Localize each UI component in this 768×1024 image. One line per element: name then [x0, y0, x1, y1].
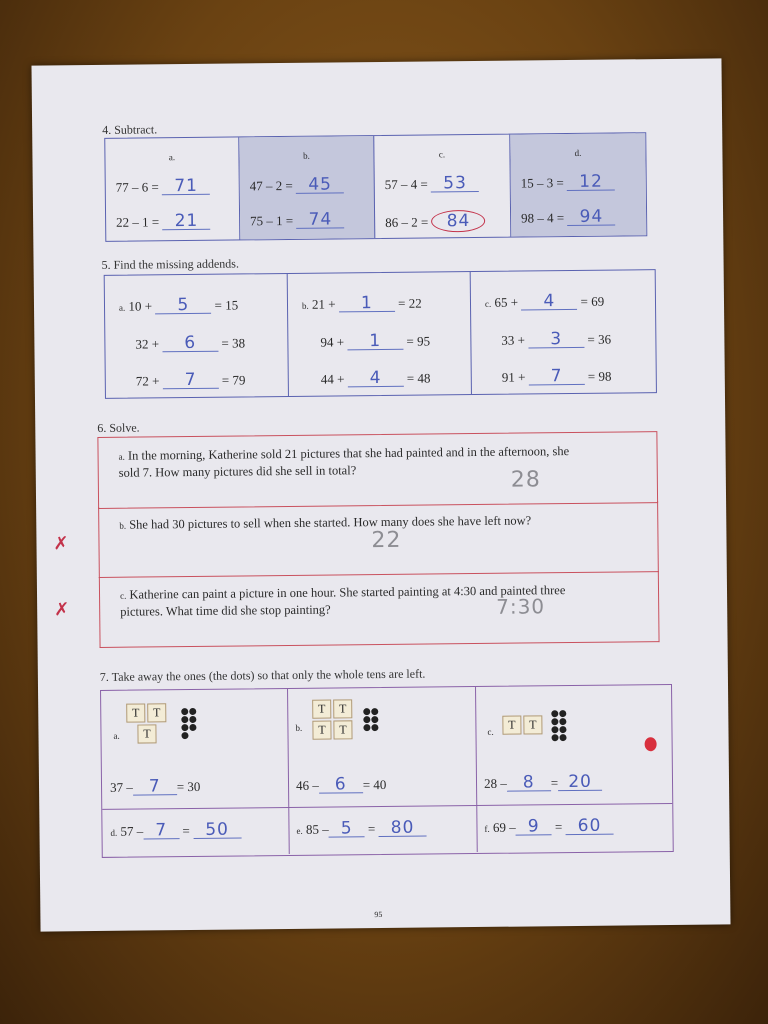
answer-blank[interactable]: 8 — [507, 774, 551, 791]
sum: = 38 — [221, 335, 246, 351]
answer-blank[interactable]: 7 — [133, 778, 177, 795]
addend: 21 + — [311, 296, 336, 312]
item-label: c. — [119, 590, 127, 601]
tens-cell-e — [288, 805, 477, 854]
addend: 33 + — [501, 332, 526, 348]
item-label: b. — [295, 722, 303, 733]
problem-row — [116, 210, 211, 232]
addend: 44 + — [320, 371, 345, 387]
q5-title: 5. Find the missing addends. — [101, 256, 239, 272]
subtract-col-c — [374, 135, 511, 238]
expression: 47 – 2 = — [249, 177, 293, 194]
tens-blocks — [311, 698, 357, 740]
answer-blank[interactable]: 6 — [319, 776, 363, 793]
ten-block: T — [312, 700, 331, 719]
answer-blank[interactable]: 21 — [162, 213, 210, 231]
problem-row — [501, 331, 611, 349]
result: = — [550, 775, 559, 791]
question-text — [119, 512, 589, 534]
addend: 32 + — [135, 336, 160, 352]
sum: = 95 — [406, 333, 431, 349]
ones-dots — [363, 708, 378, 731]
item-label: d. — [110, 827, 118, 838]
ones-dots — [551, 710, 566, 741]
expression: 69 – — [492, 819, 516, 835]
equals: = — [367, 821, 376, 837]
problem-row — [385, 175, 480, 193]
sum: = 36 — [587, 331, 612, 347]
answer-blank[interactable]: 6 — [162, 335, 218, 353]
problem-row — [302, 295, 422, 313]
col-label: c. — [438, 149, 446, 160]
addend: 94 + — [320, 334, 345, 350]
sum: = 79 — [221, 372, 246, 388]
page-number: 95 — [374, 910, 383, 920]
problem-row — [502, 368, 612, 386]
problem-row — [321, 369, 431, 387]
answer-blank[interactable]: 12 — [567, 174, 615, 192]
ten-block: T — [137, 724, 156, 743]
subtract-table — [104, 132, 647, 242]
sum: = 48 — [406, 370, 431, 386]
problem-row — [110, 778, 201, 796]
addend: 65 + — [494, 294, 519, 310]
problem-row — [484, 815, 613, 837]
addend-col-a — [105, 274, 289, 398]
answer-blank[interactable]: 3 — [528, 331, 584, 349]
expression: 98 – 4 = — [521, 210, 565, 226]
addend-table — [104, 269, 657, 399]
expression: 15 – 3 = — [520, 175, 564, 191]
expression: 85 – — [305, 821, 329, 837]
item-label: b. — [119, 520, 127, 531]
ten-block: T — [333, 720, 352, 739]
wrong-mark: ✗ — [54, 599, 70, 621]
expression: 57 – — [120, 823, 144, 839]
ten-block: T — [312, 721, 331, 740]
tens-cell-f — [476, 803, 672, 852]
tens-cell-a — [101, 689, 289, 810]
question: She had 30 pictures to sell when she started. How many does she have left now? — [129, 513, 532, 532]
sum: = 69 — [580, 293, 605, 309]
addend-col-c — [471, 270, 656, 394]
answer[interactable]: 22 — [371, 527, 402, 554]
item-label: f. — [484, 823, 490, 834]
expression: 22 – 1 = — [116, 214, 160, 230]
problem-row — [135, 334, 245, 352]
answer-blank[interactable]: 80 — [378, 820, 426, 838]
tens-blocks — [125, 702, 181, 745]
problem-row — [485, 293, 604, 311]
answer-blank[interactable]: 71 — [162, 178, 210, 196]
subtract-col-d — [510, 133, 646, 236]
ones-dots — [181, 708, 196, 739]
answer-blank[interactable]: 94 — [567, 209, 615, 227]
problem-row — [520, 171, 616, 192]
answer[interactable]: 7:30 — [496, 594, 546, 619]
tens-table — [100, 684, 674, 858]
problem-row — [521, 206, 616, 227]
solve-item-b — [53, 501, 659, 578]
answer-blank[interactable]: 60 — [565, 818, 613, 836]
addend: 72 + — [135, 373, 160, 389]
problem-row — [385, 210, 486, 233]
col-label: b. — [303, 150, 310, 161]
problem-row — [136, 371, 246, 389]
expression: 46 – — [295, 777, 319, 793]
sum: = 22 — [398, 295, 422, 311]
result: = 40 — [362, 776, 387, 793]
subtract-col-b — [239, 136, 375, 239]
item-label: e. — [296, 825, 303, 836]
addend: 10 + — [128, 298, 153, 314]
col-label: a. — [168, 152, 176, 163]
answer-blank[interactable]: 74 — [296, 211, 344, 229]
problem-row — [296, 776, 387, 794]
col-label: a. — [118, 302, 126, 313]
col-label: d. — [574, 147, 582, 158]
expression: 75 – 1 = — [250, 212, 294, 229]
ten-block: T — [147, 703, 166, 722]
worksheet-page — [31, 58, 730, 931]
ten-block: T — [126, 703, 145, 722]
ten-block: T — [333, 699, 352, 718]
col-label: c. — [484, 298, 492, 309]
expression: 28 – — [483, 775, 507, 791]
item-label: a. — [113, 730, 120, 741]
answer-blank[interactable]: 4 — [348, 370, 404, 388]
question: Katherine can paint a picture in one hour. She started painting at 4:30 and painted three pictures. What time did she stop painting? — [120, 583, 566, 619]
problem-row — [250, 176, 345, 194]
tens-cell-c — [475, 685, 672, 806]
problem-row — [320, 332, 430, 350]
expression: 37 – — [109, 779, 133, 795]
q4-title: 4. Subtract. — [102, 122, 158, 137]
addend: 91 + — [501, 369, 526, 385]
expression: 86 – 2 = — [385, 214, 429, 230]
problem-row — [115, 175, 211, 197]
ten-block: T — [523, 715, 542, 734]
answer-blank[interactable]: 7 — [529, 368, 585, 386]
ten-block: T — [502, 716, 521, 735]
equals: = — [182, 823, 190, 839]
tens-cell-b — [287, 687, 477, 808]
result: = 30 — [176, 778, 201, 795]
tens-blocks — [501, 714, 547, 735]
answer-blank[interactable]: 9 — [516, 818, 552, 835]
problem-row — [296, 817, 426, 839]
q6-title: 6. Solve. — [97, 420, 140, 435]
item-label: a. — [118, 451, 125, 462]
subtract-col-a — [105, 137, 240, 240]
answer-blank[interactable]: 50 — [193, 821, 241, 839]
solve-item-a — [97, 431, 658, 509]
answer-blank[interactable]: 45 — [296, 176, 344, 194]
answer-blank[interactable]: 20 — [558, 774, 602, 791]
equals: = — [554, 819, 563, 835]
sum: = 98 — [587, 368, 612, 384]
answer-blank[interactable]: 1 — [347, 333, 403, 351]
item-label: c. — [487, 726, 494, 737]
expression: 57 – 4 = — [384, 176, 428, 192]
problem-row — [119, 296, 238, 314]
sum: = 15 — [214, 297, 239, 313]
expression: 77 – 6 = — [115, 179, 159, 195]
addend-col-b — [288, 272, 472, 396]
red-marker-dot — [645, 737, 657, 751]
circled-answer[interactable]: 84 — [431, 210, 485, 233]
col-label: b. — [301, 300, 309, 311]
q7-title: 7. Take away the ones (the dots) so that only the whole tens are left. — [99, 666, 426, 684]
problem-row — [250, 211, 345, 229]
answer-blank[interactable]: 7 — [163, 372, 219, 390]
answer-blank[interactable]: 5 — [329, 820, 365, 837]
answer-blank[interactable]: 5 — [155, 297, 211, 315]
problem-row — [110, 821, 241, 839]
question: In the morning, Katherine sold 21 pictures that she had painted and in the afternoon, she sold 7. How many pictures did she sell in total? — [118, 444, 570, 480]
answer-blank[interactable]: 53 — [431, 175, 479, 193]
answer-blank[interactable]: 1 — [339, 295, 395, 313]
problem-row — [483, 771, 602, 793]
answer[interactable]: 28 — [510, 467, 541, 493]
tens-cell-d — [102, 807, 289, 856]
answer-blank[interactable]: 7 — [143, 822, 179, 839]
answer-blank[interactable]: 4 — [521, 293, 577, 311]
solve-item-c — [54, 571, 660, 648]
wrong-mark: ✗ — [53, 533, 69, 555]
